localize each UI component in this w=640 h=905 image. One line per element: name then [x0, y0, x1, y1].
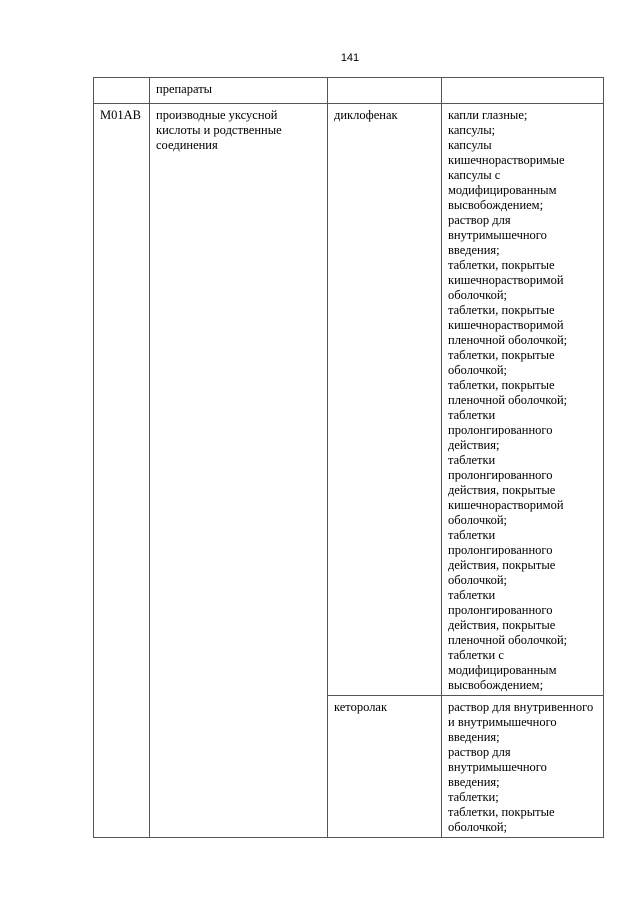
dosage-form: таблетки, покрытые кишечнорастворимой пленочной оболочкой; — [448, 303, 568, 347]
group-name-cell: производные уксусной кислоты и родственные соединения — [150, 104, 328, 838]
dosage-form: таблетки, покрытые кишечнорастворимой оболочкой; — [448, 258, 564, 302]
table-row-diclofenac — [94, 104, 604, 696]
table-row-continuation — [94, 78, 604, 104]
dosage-form: таблетки пролонгированного действия, покрытые кишечнорастворимой оболочкой; — [448, 453, 564, 527]
dosage-form: таблетки пролонгированного действия, покрытые пленочной оболочкой; — [448, 588, 568, 647]
dosage-form: таблетки, покрытые оболочкой; — [448, 805, 555, 834]
dosage-form: таблетки; — [448, 790, 499, 804]
dosage-form: капли глазные; — [448, 108, 528, 122]
dosage-form: раствор для внутримышечного введения; — [448, 213, 547, 257]
drug-name-cell: кеторолак — [328, 696, 442, 838]
atc-code-cell: M01AB — [94, 104, 150, 838]
dosage-form: капсулы; — [448, 123, 496, 137]
group-name-cell: препараты — [150, 78, 328, 104]
dosage-forms-cell — [442, 78, 604, 104]
dosage-forms-cell — [442, 696, 604, 838]
drug-name-cell — [328, 78, 442, 104]
dosage-form: таблетки с модифицированным высвобождением; — [448, 648, 557, 692]
atc-code-cell — [94, 78, 150, 104]
dosage-forms-cell — [442, 104, 604, 696]
page-number: 141 — [340, 52, 360, 64]
dosage-form: таблетки пролонгированного действия, покрытые оболочкой; — [448, 528, 556, 587]
dosage-form: раствор для внутримышечного введения; — [448, 745, 547, 789]
drug-table — [93, 77, 604, 838]
dosage-form: таблетки, покрытые пленочной оболочкой; — [448, 378, 568, 407]
dosage-form: капсулы кишечнорастворимые капсулы с модифицированным высвобождением; — [448, 138, 565, 212]
dosage-form: раствор для внутривенного и внутримышечного введения; — [448, 700, 594, 744]
drug-name-cell: диклофенак — [328, 104, 442, 696]
dosage-form: таблетки, покрытые оболочкой; — [448, 348, 555, 377]
dosage-form: таблетки пролонгированного действия; — [448, 408, 553, 452]
